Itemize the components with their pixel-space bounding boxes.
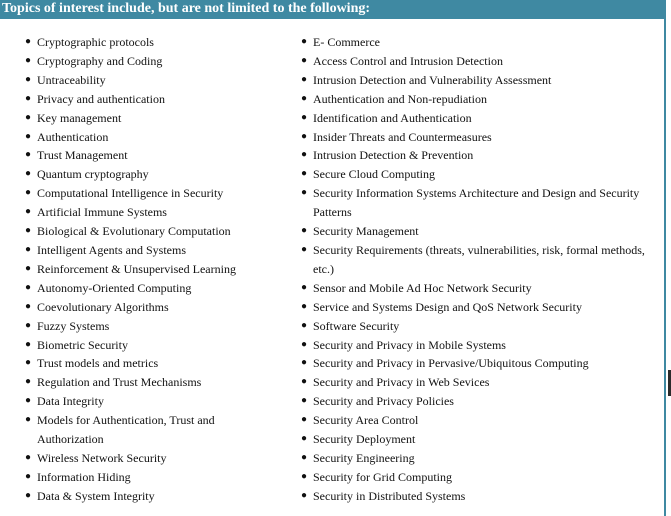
bullet-icon: ● — [25, 451, 32, 463]
topic-item — [25, 392, 265, 411]
bullet-icon: ● — [25, 338, 32, 350]
topic-label: Security Deployment — [313, 432, 416, 447]
topic-item — [25, 317, 265, 336]
topic-item — [25, 373, 265, 392]
topic-label: Intelligent Agents and Systems — [37, 242, 186, 257]
topic-item — [25, 52, 265, 71]
bullet-icon: ● — [25, 489, 32, 501]
bullet-icon: ● — [301, 414, 308, 426]
topic-label: Software Security — [313, 318, 400, 333]
topic-item — [301, 487, 663, 506]
bullet-icon: ● — [25, 225, 32, 237]
bullet-icon: ● — [301, 395, 308, 407]
bullet-icon: ● — [301, 451, 308, 463]
topic-item — [25, 354, 265, 373]
topic-item — [25, 487, 265, 506]
topic-label: Data Integrity — [37, 394, 104, 409]
topic-item — [25, 279, 265, 298]
topic-label: E- Commerce — [313, 35, 380, 49]
topic-item — [25, 203, 265, 222]
topic-item — [25, 90, 265, 109]
topic-label: Intrusion Detection and Vulnerability Assessment — [313, 72, 552, 87]
bullet-icon: ● — [301, 300, 308, 312]
topic-item — [301, 298, 663, 317]
topic-item — [25, 222, 265, 241]
bullet-icon: ● — [25, 300, 32, 312]
topic-item — [301, 165, 663, 184]
bullet-icon: ● — [25, 206, 32, 218]
topic-label: Security Information Systems Architecture and Design and Security Patterns — [313, 186, 640, 220]
bullet-icon: ● — [301, 338, 308, 350]
bullet-icon: ● — [25, 36, 32, 47]
topic-item — [301, 146, 663, 165]
section-header — [0, 0, 664, 19]
topic-item — [25, 71, 265, 90]
topic-item — [301, 52, 663, 71]
topic-item — [301, 411, 663, 430]
section-title: Topics of interest include, but are not limited to the following: — [2, 1, 371, 16]
bullet-icon: ● — [301, 149, 308, 161]
bullet-icon: ● — [25, 73, 32, 85]
topic-label: Secure Cloud Computing — [313, 167, 435, 182]
bullet-icon: ● — [25, 243, 32, 255]
topic-item — [301, 373, 663, 392]
topic-label: Cryptography and Coding — [37, 53, 163, 68]
bullet-icon: ● — [301, 168, 308, 180]
topic-item — [301, 184, 663, 222]
topic-label: Security and Privacy Policies — [313, 394, 454, 409]
bullet-icon: ● — [25, 376, 32, 388]
topic-label: Security for Grid Computing — [313, 469, 452, 484]
topic-item — [25, 468, 265, 487]
topic-label: Quantum cryptography — [37, 167, 149, 182]
topic-label: Access Control and Intrusion Detection — [313, 53, 503, 68]
bullet-icon: ● — [301, 111, 308, 123]
topic-label: Computational Intelligence in Security — [37, 186, 224, 201]
bullet-icon: ● — [25, 130, 32, 142]
topic-item — [301, 109, 663, 128]
topic-item — [301, 430, 663, 449]
topic-label: Cryptographic protocols — [37, 35, 154, 49]
bullet-icon: ● — [25, 414, 32, 426]
frame-gutter — [666, 0, 671, 516]
topic-label: Identification and Authentication — [313, 110, 472, 125]
topic-label: Fuzzy Systems — [37, 318, 110, 333]
bullet-icon: ● — [301, 130, 308, 142]
topic-label: Coevolutionary Algorithms — [37, 299, 169, 314]
bullet-icon: ● — [25, 92, 32, 104]
topic-label: Autonomy-Oriented Computing — [37, 280, 192, 295]
topic-item — [25, 128, 265, 147]
topic-label: Key management — [37, 110, 122, 125]
topic-label: Artificial Immune Systems — [37, 205, 167, 220]
topic-label: Regulation and Trust Mechanisms — [37, 375, 202, 390]
topic-label: Trust Management — [37, 148, 128, 163]
topic-item — [301, 392, 663, 411]
topic-label: Biological & Evolutionary Computation — [37, 224, 231, 239]
bullet-icon: ● — [25, 470, 32, 482]
bullet-icon: ● — [25, 111, 32, 123]
bullet-icon: ● — [25, 149, 32, 161]
topic-item — [301, 317, 663, 336]
bullet-icon: ● — [301, 357, 308, 369]
bullet-icon: ● — [25, 281, 32, 293]
topic-item — [301, 449, 663, 468]
bullet-icon: ● — [301, 73, 308, 85]
bullet-icon: ● — [301, 92, 308, 104]
topic-item — [301, 336, 663, 355]
topic-item — [301, 33, 663, 52]
bullet-icon: ● — [301, 470, 308, 482]
topic-item — [301, 241, 663, 279]
bullet-icon: ● — [301, 281, 308, 293]
topic-item — [25, 449, 265, 468]
bullet-icon: ● — [301, 489, 308, 501]
topic-item — [25, 298, 265, 317]
topic-item — [25, 411, 265, 449]
bullet-icon: ● — [301, 243, 308, 255]
topic-label: Security and Privacy in Web Sevices — [313, 375, 490, 390]
topic-label: Security Engineering — [313, 450, 415, 465]
topic-item — [25, 184, 265, 203]
topic-label: Security and Privacy in Mobile Systems — [313, 337, 506, 352]
topic-label: Models for Authentication, Trust and Authorization — [37, 413, 215, 447]
topic-item — [301, 279, 663, 298]
bullet-icon: ● — [25, 319, 32, 331]
bullet-icon: ● — [301, 433, 308, 445]
topic-item — [25, 165, 265, 184]
topic-item — [25, 336, 265, 355]
topic-label: Sensor and Mobile Ad Hoc Network Security — [313, 280, 532, 295]
topic-label: Security Area Control — [313, 413, 419, 428]
bullet-icon: ● — [25, 168, 32, 180]
topic-label: Privacy and authentication — [37, 91, 165, 106]
bullet-icon: ● — [301, 36, 308, 47]
topic-label: Reinforcement & Unsupervised Learning — [37, 261, 236, 276]
bullet-icon: ● — [301, 376, 308, 388]
bullet-icon: ● — [301, 187, 308, 199]
topic-label: Authentication — [37, 129, 109, 144]
topic-item — [301, 468, 663, 487]
topic-item — [25, 146, 265, 165]
topic-label: Trust models and metrics — [37, 356, 159, 371]
topic-label: Wireless Network Security — [37, 450, 167, 465]
topic-label: Security and Privacy in Pervasive/Ubiquitous Computing — [313, 356, 589, 371]
topic-item — [25, 241, 265, 260]
topic-list-right — [301, 33, 663, 506]
topic-item — [301, 90, 663, 109]
topic-item — [25, 260, 265, 279]
topic-item — [25, 33, 265, 52]
topic-label: Data & System Integrity — [37, 488, 155, 503]
bullet-icon: ● — [25, 54, 32, 66]
topic-item — [301, 128, 663, 147]
topic-label: Service and Systems Design and QoS Network Security — [313, 299, 582, 314]
topic-label: Security Management — [313, 224, 419, 239]
topic-label: Biometric Security — [37, 337, 128, 352]
bullet-icon: ● — [301, 319, 308, 331]
topic-item — [25, 109, 265, 128]
bullet-icon: ● — [25, 262, 32, 274]
topic-list-left — [25, 33, 265, 506]
bullet-icon: ● — [25, 357, 32, 369]
topic-label: Untraceability — [37, 72, 106, 87]
topic-label: Intrusion Detection & Prevention — [313, 148, 474, 163]
topic-label: Security Requirements (threats, vulnerabilities, risk, formal methods, etc.) — [313, 242, 645, 276]
topic-item — [301, 71, 663, 90]
topic-item — [301, 222, 663, 241]
bullet-icon: ● — [301, 225, 308, 237]
topic-item — [301, 354, 663, 373]
topic-label: Insider Threats and Countermeasures — [313, 129, 492, 144]
bullet-icon: ● — [25, 187, 32, 199]
bullet-icon: ● — [301, 54, 308, 66]
topic-label: Authentication and Non-repudiation — [313, 91, 487, 106]
topic-label: Information Hiding — [37, 469, 131, 484]
bullet-icon: ● — [25, 395, 32, 407]
topic-label: Security in Distributed Systems — [313, 488, 466, 503]
